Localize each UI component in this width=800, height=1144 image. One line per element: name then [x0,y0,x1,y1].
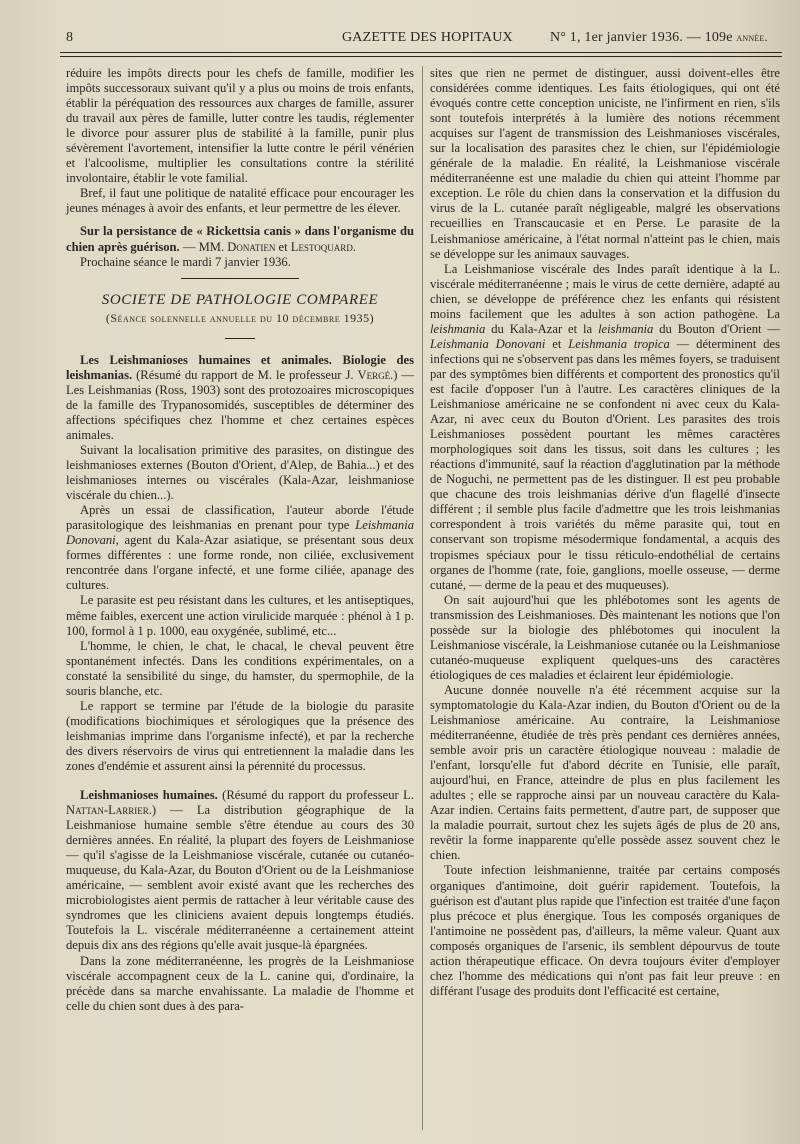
paragraph: Toute infection leishmanienne, traitée par certains composés organiques d'antimoine, doit guérir rapidement. Toutefois, la guérison est d'autant plus rapide que l'infection est traitée d'une façon plus précoce et plus énergique. Tous les composés organiques de l'antimoine ne possèdent pas, d'ailleurs, la même valeur. Quant aux composés organiques de l'arsenic, ils semblent dépourvus de toute action thérapeutique efficace. On devra toujours éviter d'employer chez l'homme des médications qui n'ont pas fait leur preuve : en différant l'usage des produits dont l'efficacité est certaine, [430,863,780,998]
paragraph: La Leishmaniose viscérale des Indes paraît identique à la L. viscérale méditerranéenne ; mais le virus de cette dernière, adapté au chien, se développe de préférence chez les enfants qui résistent moins facilement que les adultes à son action pathogène. La leishmania du Kala-Azar et la leishmania du Bouton d'Orient — Leishmania Donovani et Leishmania tropica — déterminent des infections qui ne s'observent pas dans les mêmes foyers, se traduisent par des symptômes bien différents et comportent des pronostics qu'il est facile d'opposer l'un à l'autre. Les caractères cliniques de la Leishmaniose américaine ne se confondent ni avec ceux du Kala-Azar, ni avec ceux du Bouton d'Orient. Les parasites des trois Leishmanioses possèdent pourtant les mêmes caractères morphologiques soit dans les tissus, soit dans les cultures ; les réactions d'immunité, sauf la réaction d'agglutination par la méthode de Noguchi, ne permettent pas de les distinguer. Il est peu probable que chacune des trois leishmanias dérive d'un flagellé d'insecte différent ; il semble plus facile d'admettre que les trois leishmanias correspondent à trois variétés du même parasite qui, tout en conservant son tropisme mésodermique fondamental, a acquis des tropismes spéciaux pour le tissu réticulo-endothélial de certains organes de l'homme (rate, foie, ganglions, moelle osseuse, — derme cutané, — derme de la peau et des muqueuses). [430,261,781,592]
report-paragraph: Leishmanioses humaines. (Résumé du rapport du professeur L. Nattan-Larrier.) — La distribution géographique de la Leishmaniose humaine semble s'être étendue au cours des 30 dernières années. En réalité, la plupart des foyers de Leishmaniose — qu'il s'agisse de la Leishmaniose viscérale, cutanée ou cutanéo-muqueuse, du Kala-Azar, du Bouton d'Orient ou de la Leishmaniose américaine, — semblent avoir existé avant que les recherches des microbiologistes aient permis de rattacher à leur véritable cause des syndromes que les cliniciens avaient depuis longtemps étudiés. Toutefois la L. viscérale méditerranéenne a certainement atteint depuis dix ans des régions qu'elle avait jusque-là épargnées. [66,788,414,953]
report-title: Leishmanioses humaines. [80,788,218,803]
left-column [66,66,414,1014]
issue-date: N° 1, 1er janvier 1936. — 109e [550,30,733,45]
society-title: SOCIETE DE PATHOLOGIE COMPAREE [101,291,379,308]
author-name: Vergé [357,367,391,382]
paragraph: Le rapport se termine par l'étude de la biologie du parasite (modifications biochimiques et sérologiques que la présence des leishmanias imprime dans l'organisme infecté), et par la recherche des divers réservoirs de virus qui entretiennent la maladie dans les zones d'endémie et assurent ainsi la pérennité du processus. [66,698,414,773]
right-column [430,66,780,999]
report-paragraph: Les Leishmanioses humaines et animales. Biologie des leishmanias. (Résumé du rapport de M. le professeur J. Vergé.) — Les Leishmanias (Ross, 1903) sont des protozoaires microscopiques de la famille des Trypanosomidés, susceptibles de déterminer des affections spécifiques chez l'homme et chez certaines espèces animales. [66,352,414,442]
paragraph: Aucune donnée nouvelle n'a été récemment acquise sur la symptomatologie du Kala-Azar indien, du Bouton d'Orient ou de la Leishmaniose américaine. Au contraire, la Leishmaniose méditerranéenne, étudiée de très près pendant ces dernières années, semble avoir pris un caractère étiologique nouveau : maladie de l'enfant, lorsqu'elle fut d'abord décrite en Tunisie, elle paraît, aujourd'hui, en France, atteindre de plus en plus facilement les adultes ; elle se rapproche ainsi par un nouveau caractère du Kala-Azar indien. Certains faits permettent, d'autre part, de supposer que la maladie pourrait, surtout chez les sujets âgés de plus de 20 ans, revêtir la forme inapparente qu'elle possède assez souvent chez le chien. [430,682,780,863]
paragraph: Le parasite est peu résistant dans les cultures, et les antiseptiques, même faibles, exercent une action virulicide marquée : phénol à 1 p. 100, formol à 1 p. 1000, eau oxygénée, sublimé, etc... [66,593,414,638]
communication-paragraph: Sur la persistance de « Rickettsia canis » dans l'organisme du chien après guérison. — MM. Donatien et Lestoquard. [66,224,414,254]
page-header [60,30,778,52]
report-title: Les Leishmanioses humaines et animales. Biologie des leishmanias. [66,352,414,382]
header-rule-top [60,52,782,53]
section-separator [181,278,299,279]
communication-title: Sur la persistance de « Rickettsia canis » dans l'organisme du chien après guérison. [66,224,414,254]
session-subtitle: (Séance solennelle annuelle du 10 décembre 1935) [105,310,375,325]
author-name: Nattan-Larrier [66,803,149,818]
page-number: 8 [66,30,74,45]
paragraph: réduire les impôts directs pour les chefs de famille, modifier les impôts successoraux suivant qu'il y a plus ou moins de trois enfants, établir la péréquation des ressources aux charges de famille, assurer du travail aux pères de famille, lutter contre les taudis, réglementer le divorce pour assurer plus de stabilité à la famille, punir plus sévèrement l'avortement, intensifier la lutte contre le péril vénérien et l'alcoolisme, multiplier les consultations contre la stérilité involontaire, établir le vote familial. [66,66,414,186]
column-divider [422,66,423,1130]
paragraph: Dans la zone méditerranéenne, les progrès de la Leishmaniose viscérale accompagnent ceux de la L. canine qui, d'ordinaire, la précède dans sa marche envahissante. La maladie de l'homme et celle du chien sont dues à des para- [66,953,414,1013]
author-name: Lestoquard. [290,239,356,254]
paragraph: sites que rien ne permet de distinguer, aussi doivent-elles être considérées comme identiques. Les faits étiologiques, qui ont été évoqués contre cette conception uniciste, ne l'infirment en rien, s'ils sont toutefois interprétés à la lumière des notions récemment acquises sur l'agent de transmission des Leishmanioses viscérales, sur la localisation des parasites chez le chien, sur l'épidémiologie générale de la maladie. En réalité, la Leishmaniose viscérale méditerranéenne est une maladie du chien qui atteint l'homme par exception. Le rôle du chien dans la conservation et la diffusion du virus de la L. cutanée paraît négligeable, malgré les observations recueillies en Transcaucasie et en Perse. Le parasite de la Leishmaniose américaine, à l'état normal n'atteint pas le chien, mais se développe sur les animaux sauvages. [430,66,780,261]
paragraph: Suivant la localisation primitive des parasites, on distingue des leishmanioses externes (Bouton d'Orient, d'Alep, de Bahia...) et des leishmanioses internes ou viscérales (Kala-Azar, leishmaniose viscérale du chien...). [66,442,414,503]
subtitle-rule [225,338,255,339]
journal-title: GAZETTE DES HOPITAUX [342,30,513,45]
paragraph: Bref, il faut une politique de natalité efficace pour encourager les jeunes ménages à avoir des enfants, et leur permettre de les élever. [66,186,414,216]
next-session-notice: Prochaine séance le mardi 7 janvier 1936. [80,254,291,269]
issue-year-word: année. [736,30,768,44]
author-name: Donatien [227,239,276,254]
header-rule-bottom [60,56,782,57]
paragraph: Après un essai de classification, l'auteur aborde l'étude parasitologique des leishmanias en prenant pour type Leishmania Donovani, agent du Kala-Azar asiatique, se présentant sous deux formes différentes : une forme ronde, non ciliée, exclusivement rencontrée dans l'organe infecté, et une forme ciliée, apanage des cultures. [66,503,414,593]
paragraph: On sait aujourd'hui que les phlébotomes sont les agents de transmission des Leishmanioses. Dès maintenant les notions que l'on possède sur la biologie des phlébotomes qui inoculent la Leishmaniose viscérale, la Leishmaniose cutanée ou la Leishmaniose cutanéo-muqueuse expliquent quelques-uns des caractères étiologiques de ces maladies et éclairent leur épidémiologie. [430,592,780,682]
paragraph: L'homme, le chien, le chat, le chacal, le cheval peuvent être spontanément infectés. Dans les conditions expérimentales, on a constaté la sensibilité du singe, du hamster, du spermophile, de la souris blanche, etc. [66,638,414,698]
issue-info [550,30,768,46]
